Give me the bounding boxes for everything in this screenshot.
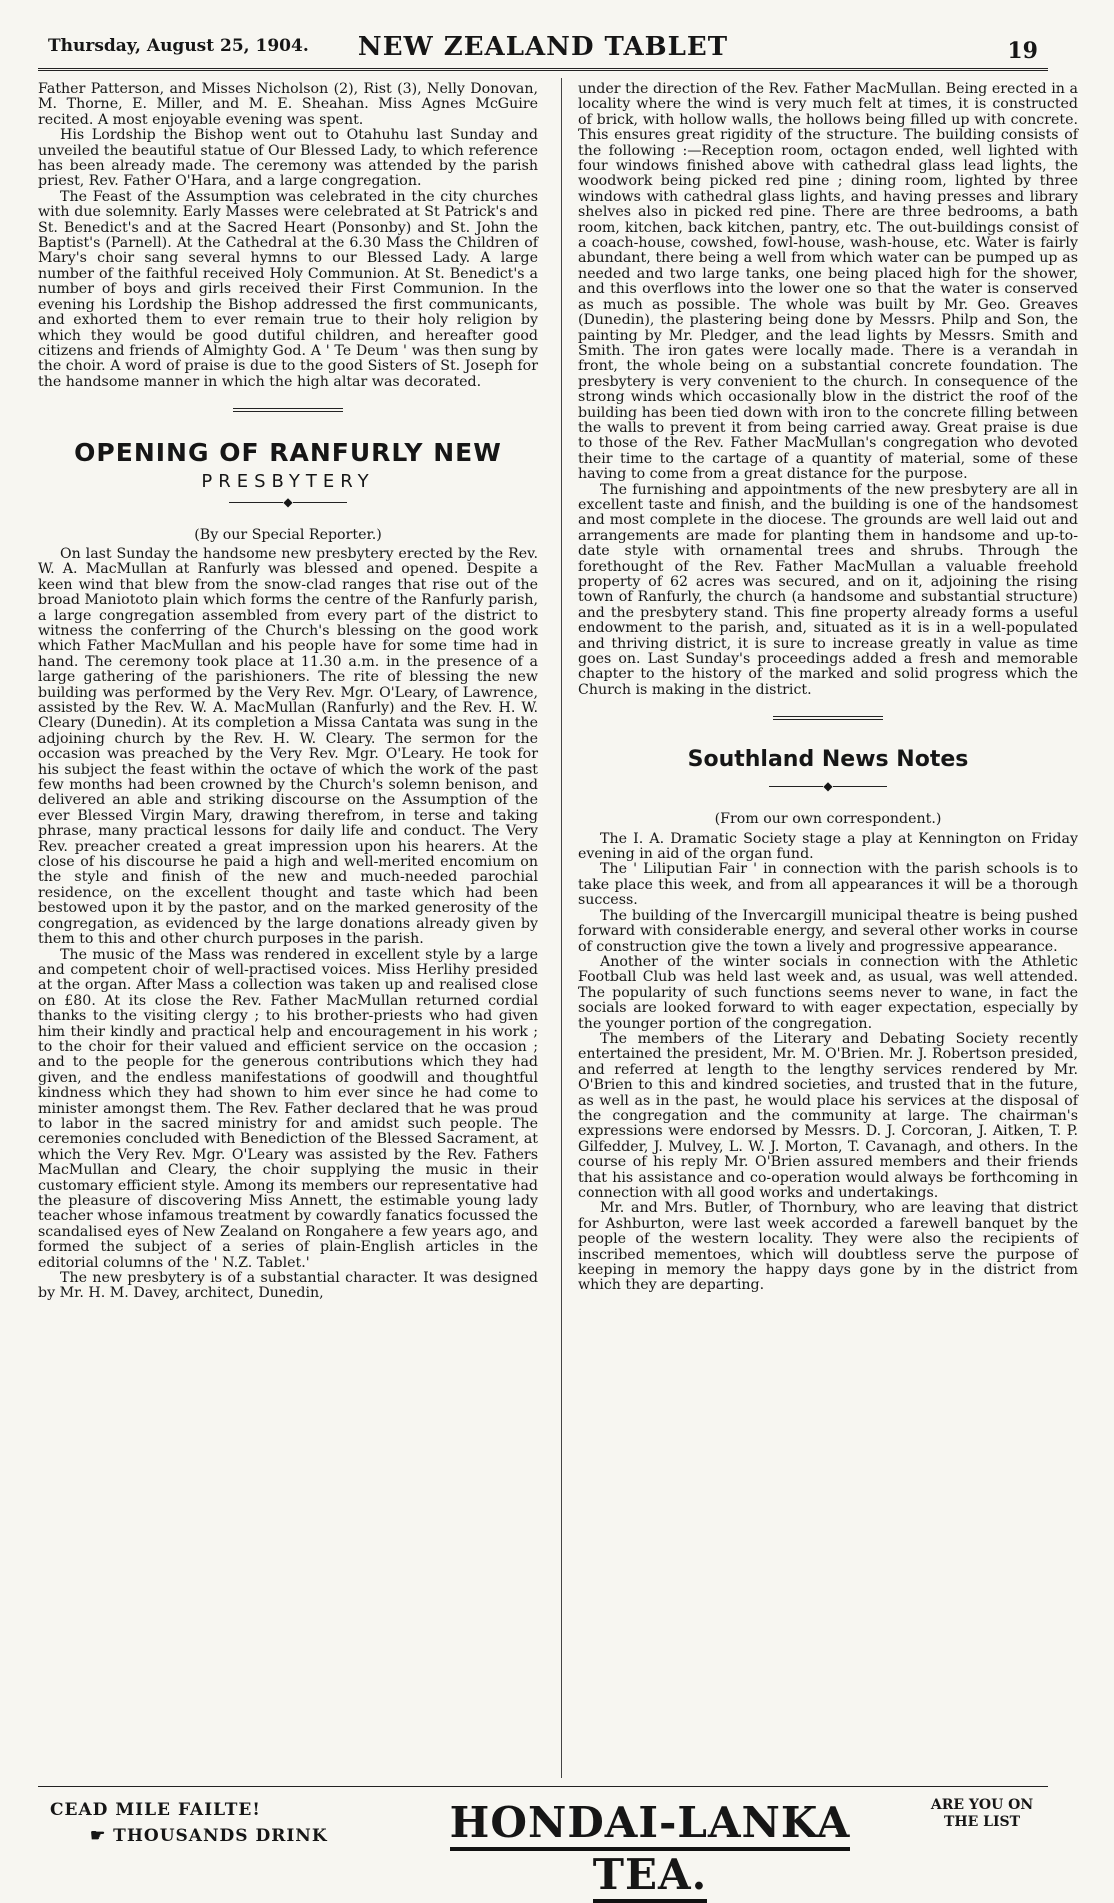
header-rule (38, 68, 1048, 71)
article-byline: (By our Special Reporter.) (194, 526, 382, 543)
pointing-hand-icon: ☛ (90, 1826, 114, 1846)
paragraph: On last Sunday the handsome new presbytery erected by the Rev. W. A. MacMullan at Ranfurly was blessed and opened. Despite a keen wind that blew from the snow-clad ranges that rise out of the broad Maniototo plain which forms the centre of the Ranfurly parish, a large congregation assembled from every part of the district to witness the conferring of the Church's blessing on the good work which Father MacMullan and his people have for some time had in hand. The ceremony took place at 11.30 a.m. in the presence of a large gathering of the parishioners. The rite of blessing the new building was performed by the Very Rev. Mgr. O'Leary, of Lawrence, assisted by the Rev. W. A. MacMullan (Ranfurly) and the Rev. H. W. Cleary (Dunedin). At its completion a Missa Cantata was sung in the adjoining church by the Rev. H. W. Cleary. The sermon for the occasion was preached by the Very Rev. Mgr. O'Leary. He took for his subject the feast within the octave of which the work of the past few months had been crowned by the Church's solemn benison, and delivered an able and striking discourse on the Assumption of the ever Blessed Virgin Mary, drawing therefrom, in terse and taking phrase, many practical lessons for daily life and conduct. The Very Rev. preacher created a great impression upon his hearers. At the close of his discourse he paid a high and well-merited encomium on the style and finish of the new and much-needed parochial residence, on the excellent thought and taste which had been bestowed upon it by the pastor, and on the marked generosity of the congregation, as evidenced by the large donations already given by them to this and other church purposes in the parish. (38, 545, 538, 948)
paragraph: His Lordship the Bishop went out to Otahuhu last Sunday and unveiled the beautiful statue of Our Blessed Lady, to which reference has been already made. The ceremony was attended by the parish priest, Rev. Father O'Hara, and a large congregation. (38, 127, 538, 190)
ad-main-block (390, 1797, 910, 1899)
footer-rule (38, 1786, 1048, 1787)
section-divider (233, 408, 343, 412)
paragraph: The Feast of the Assumption was celebrated in the city churches with due solemnity. Early Masses were celebrated at St Patrick's and St. Benedict's and at the Sacred Heart (Ponsonby) and St. John the Baptist's (Parnell). At the Cathedral at the 6.30 Mass the Children of Mary's choir sang several hymns to our Blessed Lady. A large number of the faithful received Holy Communion. At St. Benedict's a number of boys and girls received their First Communion. In the evening his Lordship the Bishop addressed the first communicants, and exhorted them to ever remain true to their holy religion by which they would be good dutiful children, and hereafter good citizens and friends of Almighty God. A ' Te Deum ' was then sung by the choir. A word of praise is due to the good Sisters of St. Joseph for the handsome manner in which the high altar was decorated. (38, 188, 538, 390)
ad-left-line1: CEAD MILE FAILTE! (50, 1800, 261, 1820)
left-column (38, 82, 538, 1302)
paragraph: under the direction of the Rev. Father MacMullan. Being erected in a locality where the wind is very much felt at times, it is constructed of brick, with hollow walls, the hollows being filled up with concrete. This ensures great rigidity of the structure. The building consists of the following :—Reception room, octagon ended, well lighted with four windows finished above with cathedral glass lead lights, the woodwork being picked red pine ; dining room, lighted by three windows with cathedral glass lights, and having presses and library shelves also in picked red pine. There are three bedrooms, a bath room, kitchen, back kitchen, pantry, etc. The out-buildings consist of a coach-house, cowshed, fowl-house, wash-house, etc. Water is fairly abundant, there being a well from which water can be pumped up as needed and two large tanks, one being placed high for the shower, and this overflows into the lower one so that the water is conserved as much as possible. The whole was built by Mr. Geo. Greaves (Dunedin), the plastering being done by Messrs. Philp and Son, the painting by Mr. Pledger, and the lead lights by Messrs. Smith and Smith. The iron gates were locally made. There is a verandah in front, the whole being on a substantial concrete foundation. The presbytery is very convenient to the church. In consequence of the strong winds which occasionally blow in the district the roof of the building has been tied down with iron to the concrete filling between the walls to prevent it from being carried away. Great praise is due to those of the Rev. Father MacMullan's congregation who devoted their time to the cartage of a quantity of material, some of these having to come from a great distance for the purpose. (578, 81, 1078, 483)
paragraph: The ' Liliputian Fair ' in connection with the parish schools is to take place this week, and from all appearances it will be a thorough success. (578, 861, 1078, 909)
paragraph: The I. A. Dramatic Society stage a play at Kennington on Friday evening in aid of the organ fund. (578, 830, 1078, 863)
column-divider (561, 78, 562, 1778)
news-section-title: Southland News Notes (687, 747, 969, 773)
ad-right-line2: THE LIST (943, 1814, 1021, 1830)
paragraph: The music of the Mass was rendered in excellent style by a large and competent choir of well-practised voices. Miss Herlihy presided at the organ. After Mass a collection was taken up and realised close on £80. At its close the Rev. Father MacMullan returned cordial thanks to the visiting clergy ; to his brother-priests who had given him their kindly and practical help and encouragement in his work ; to the choir for their valued and efficient service on the occasion ; and to the people for the generous contributions which they had given, and the endless manifestations of goodwill and thoughtful kindness which they had shown to him ever since he had come to minister amongst them. The Rev. Father declared that he was proud to labor in the sacred ministry for and amidst such people. The ceremonies concluded with Benediction of the Blessed Sacrament, at which the Very Rev. Mgr. O'Leary was assisted by the Rev. Fathers MacMullan and Cleary, the choir supplying the music in their customary efficient style. Among its members our representative had the pleasure of discovering Miss Annett, the estimable young lady teacher whose infamous treatment by cowardly fanatics focussed the scandalised eyes of New Zealand on Rongahere a few years ago, and formed the subject of a series of plain-English articles in the editorial columns of the ' N.Z. Tablet.' (38, 946, 538, 1271)
article-subhead: PRESBYTERY (201, 471, 375, 493)
ad-main-text: HONDAI-LANKA TEA. (450, 1798, 851, 1903)
page-header (38, 30, 1048, 70)
right-column (578, 82, 1078, 1294)
news-byline: (From our own correspondent.) (714, 811, 942, 828)
ad-left-line2-wrap (50, 1823, 380, 1849)
section-divider (773, 716, 883, 720)
ad-left-line2: THOUSANDS DRINK (113, 1826, 328, 1846)
paragraph: Mr. and Mrs. Butler, of Thornbury, who are leaving that district for Ashburton, were last week accorded a farewell banquet by the people of the western locality. They were also the recipients of inscribed mementoes, which will doubtless serve the purpose of keeping in memory the happy days gone by in the district from which they are departing. (578, 1200, 1078, 1294)
article-headline: OPENING OF RANFURLY NEW (74, 438, 502, 468)
ad-right-block (922, 1797, 1042, 1857)
ornament-divider: ◆ (38, 496, 538, 508)
ornament-divider: ◆ (578, 780, 1078, 792)
ad-left-block (50, 1797, 380, 1857)
header-title: NEW ZEALAND TABLET (357, 32, 729, 62)
ad-right-line1: ARE YOU ON (930, 1797, 1034, 1813)
paragraph: Another of the winter socials in connection with the Athletic Football Club was held last week and, as usual, was well attended. The popularity of such functions seems never to wane, in fact the socials are looked forward to with eager expectation, especially by the younger portion of the congregation. (578, 953, 1078, 1032)
header-date: Thursday, August 25, 1904. (48, 36, 309, 56)
paragraph: The furnishing and appointments of the new presbytery are all in excellent taste and finish, and the building is one of the handsomest and most complete in the diocese. The grounds are well laid out and arrangements are made for planting them in handsome and up-to-date style with ornamental trees and shrubs. Through the forethought of the Rev. Father MacMullan a valuable freehold property of 62 acres was secured, and on it, adjoining the rising town of Ranfurly, the church (a handsome and substantial structure) and the presbytery stand. This fine property already forms a useful endowment to the parish, and, situated as it is in a well-populated and thriving district, it is sure to increase greatly in value as time goes on. Last Sunday's proceedings added a fresh and memorable chapter to the history of the marked and solid progress which the Church is making in the district. (578, 481, 1078, 698)
paragraph: The new presbytery is of a substantial character. It was designed by Mr. H. M. Davey, architect, Dunedin, (38, 1270, 538, 1302)
paragraph: Father Patterson, and Misses Nicholson (2), Rist (3), Nelly Donovan, M. Thorne, E. Miller, and M. E. Sheahan. Miss Agnes McGuire recited. A most enjoyable evening was spent. (38, 81, 538, 128)
paragraph: The members of the Literary and Debating Society recently entertained the president, Mr. M. O'Brien. Mr. J. Robertson presided, and referred at length to the lengthy services rendered by Mr. O'Brien to this and kindred societies, and trusted that in the future, as well as in the past, he would place his services at the disposal of the congregation and the community at large. The chairman's expressions were endorsed by Messrs. D. J. Corcoran, J. Aitken, T. P. Gilfedder, J. Mulvey, L. W. J. Morton, T. Cavanagh, and others. In the course of his reply Mr. O'Brien assured members and their friends that his assistance and co-operation would always be forthcoming in connection with all good works and undertakings. (578, 1030, 1078, 1201)
page-number: 19 (1007, 38, 1038, 64)
paragraph: The building of the Invercargill municipal theatre is being pushed forward with considerable energy, and several other works in course of construction give the town a lively and progressive appearance. (578, 907, 1078, 955)
